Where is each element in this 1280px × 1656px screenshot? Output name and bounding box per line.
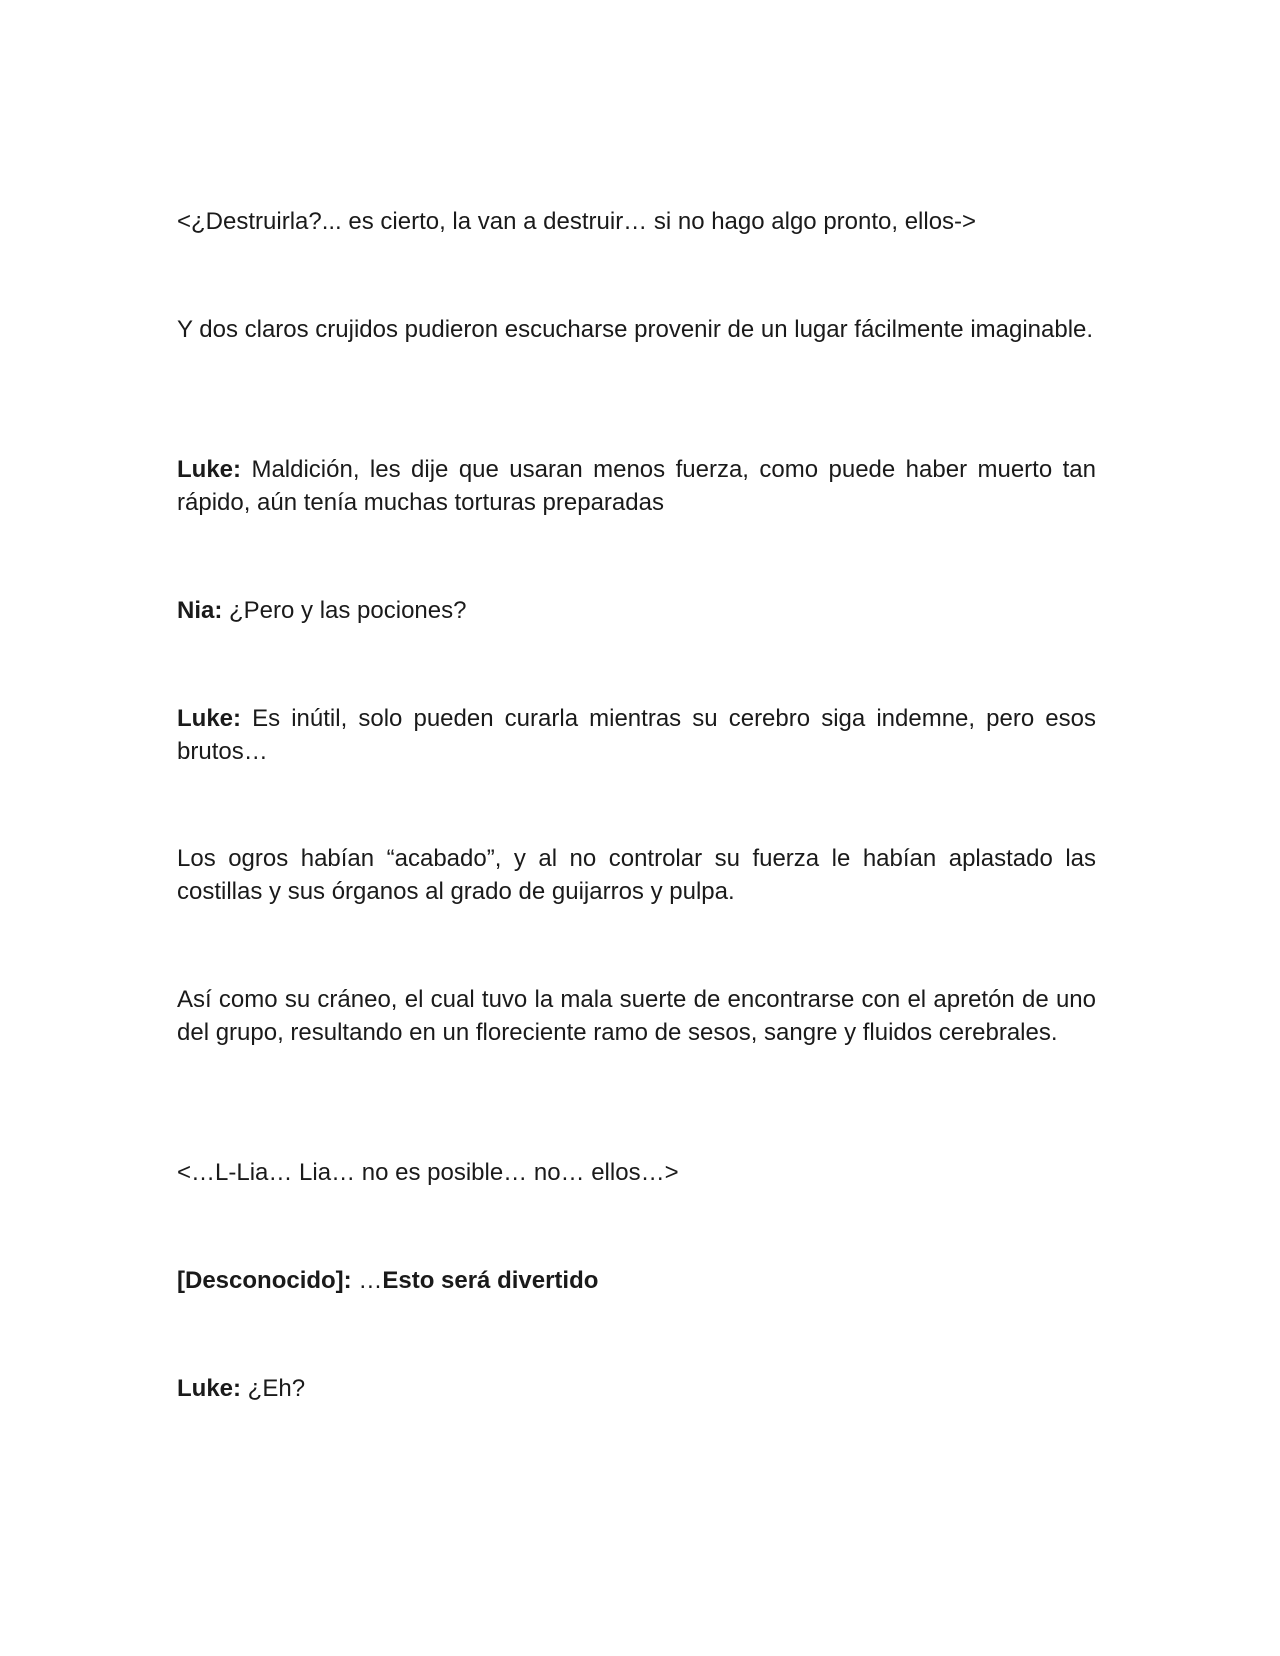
paragraph-narration-3	[177, 983, 1096, 1049]
dialogue-luke-2	[177, 702, 1096, 768]
paragraph-text: Y dos claros crujidos pudieron escucharse provenir de un lugar fácilmente imaginable.	[177, 316, 1094, 343]
dialogue-luke-3	[177, 1372, 1096, 1405]
dialogue-text: ¿Pero y las pociones?	[222, 597, 467, 624]
dialogue-bold-text: Esto será divertido	[382, 1267, 599, 1294]
speaker-name: Luke:	[177, 705, 242, 732]
paragraph-text: <¿Destruirla?... es cierto, la van a destruir… si no hago algo pronto, ellos->	[177, 208, 977, 235]
dialogue-text: …	[351, 1267, 383, 1294]
paragraph-text: Así como su cráneo, el cual tuvo la mala suerte de encontrarse con el apretón de uno del grupo, resultando en un floreciente ramo de sesos, sangre y fluidos cerebrales.	[177, 986, 1096, 1046]
dialogue-unknown-1	[177, 1264, 1096, 1297]
paragraph-narration-1	[177, 313, 1096, 346]
speaker-name: Luke:	[177, 1375, 242, 1402]
paragraph-inner-thought-2	[177, 1156, 1096, 1189]
speaker-name: Luke:	[177, 456, 242, 483]
paragraph-text: <…L-Lia… Lia… no es posible… no… ellos…>	[177, 1159, 679, 1186]
speaker-name: Nia:	[177, 597, 223, 624]
dialogue-luke-1	[177, 453, 1096, 519]
paragraph-inner-thought-1	[177, 205, 1096, 238]
dialogue-text: Maldición, les dije que usaran menos fuerza, como puede haber muerto tan rápido, aún tenía muchas torturas preparadas	[177, 456, 1096, 516]
speaker-name: [Desconocido]:	[177, 1267, 352, 1294]
dialogue-text: ¿Eh?	[241, 1375, 306, 1402]
dialogue-nia-1	[177, 594, 1096, 627]
paragraph-narration-2	[177, 842, 1096, 908]
dialogue-text: Es inútil, solo pueden curarla mientras su cerebro siga indemne, pero esos brutos…	[177, 705, 1096, 765]
paragraph-text: Los ogros habían “acabado”, y al no controlar su fuerza le habían aplastado las costillas y sus órganos al grado de guijarros y pulpa.	[177, 845, 1096, 905]
